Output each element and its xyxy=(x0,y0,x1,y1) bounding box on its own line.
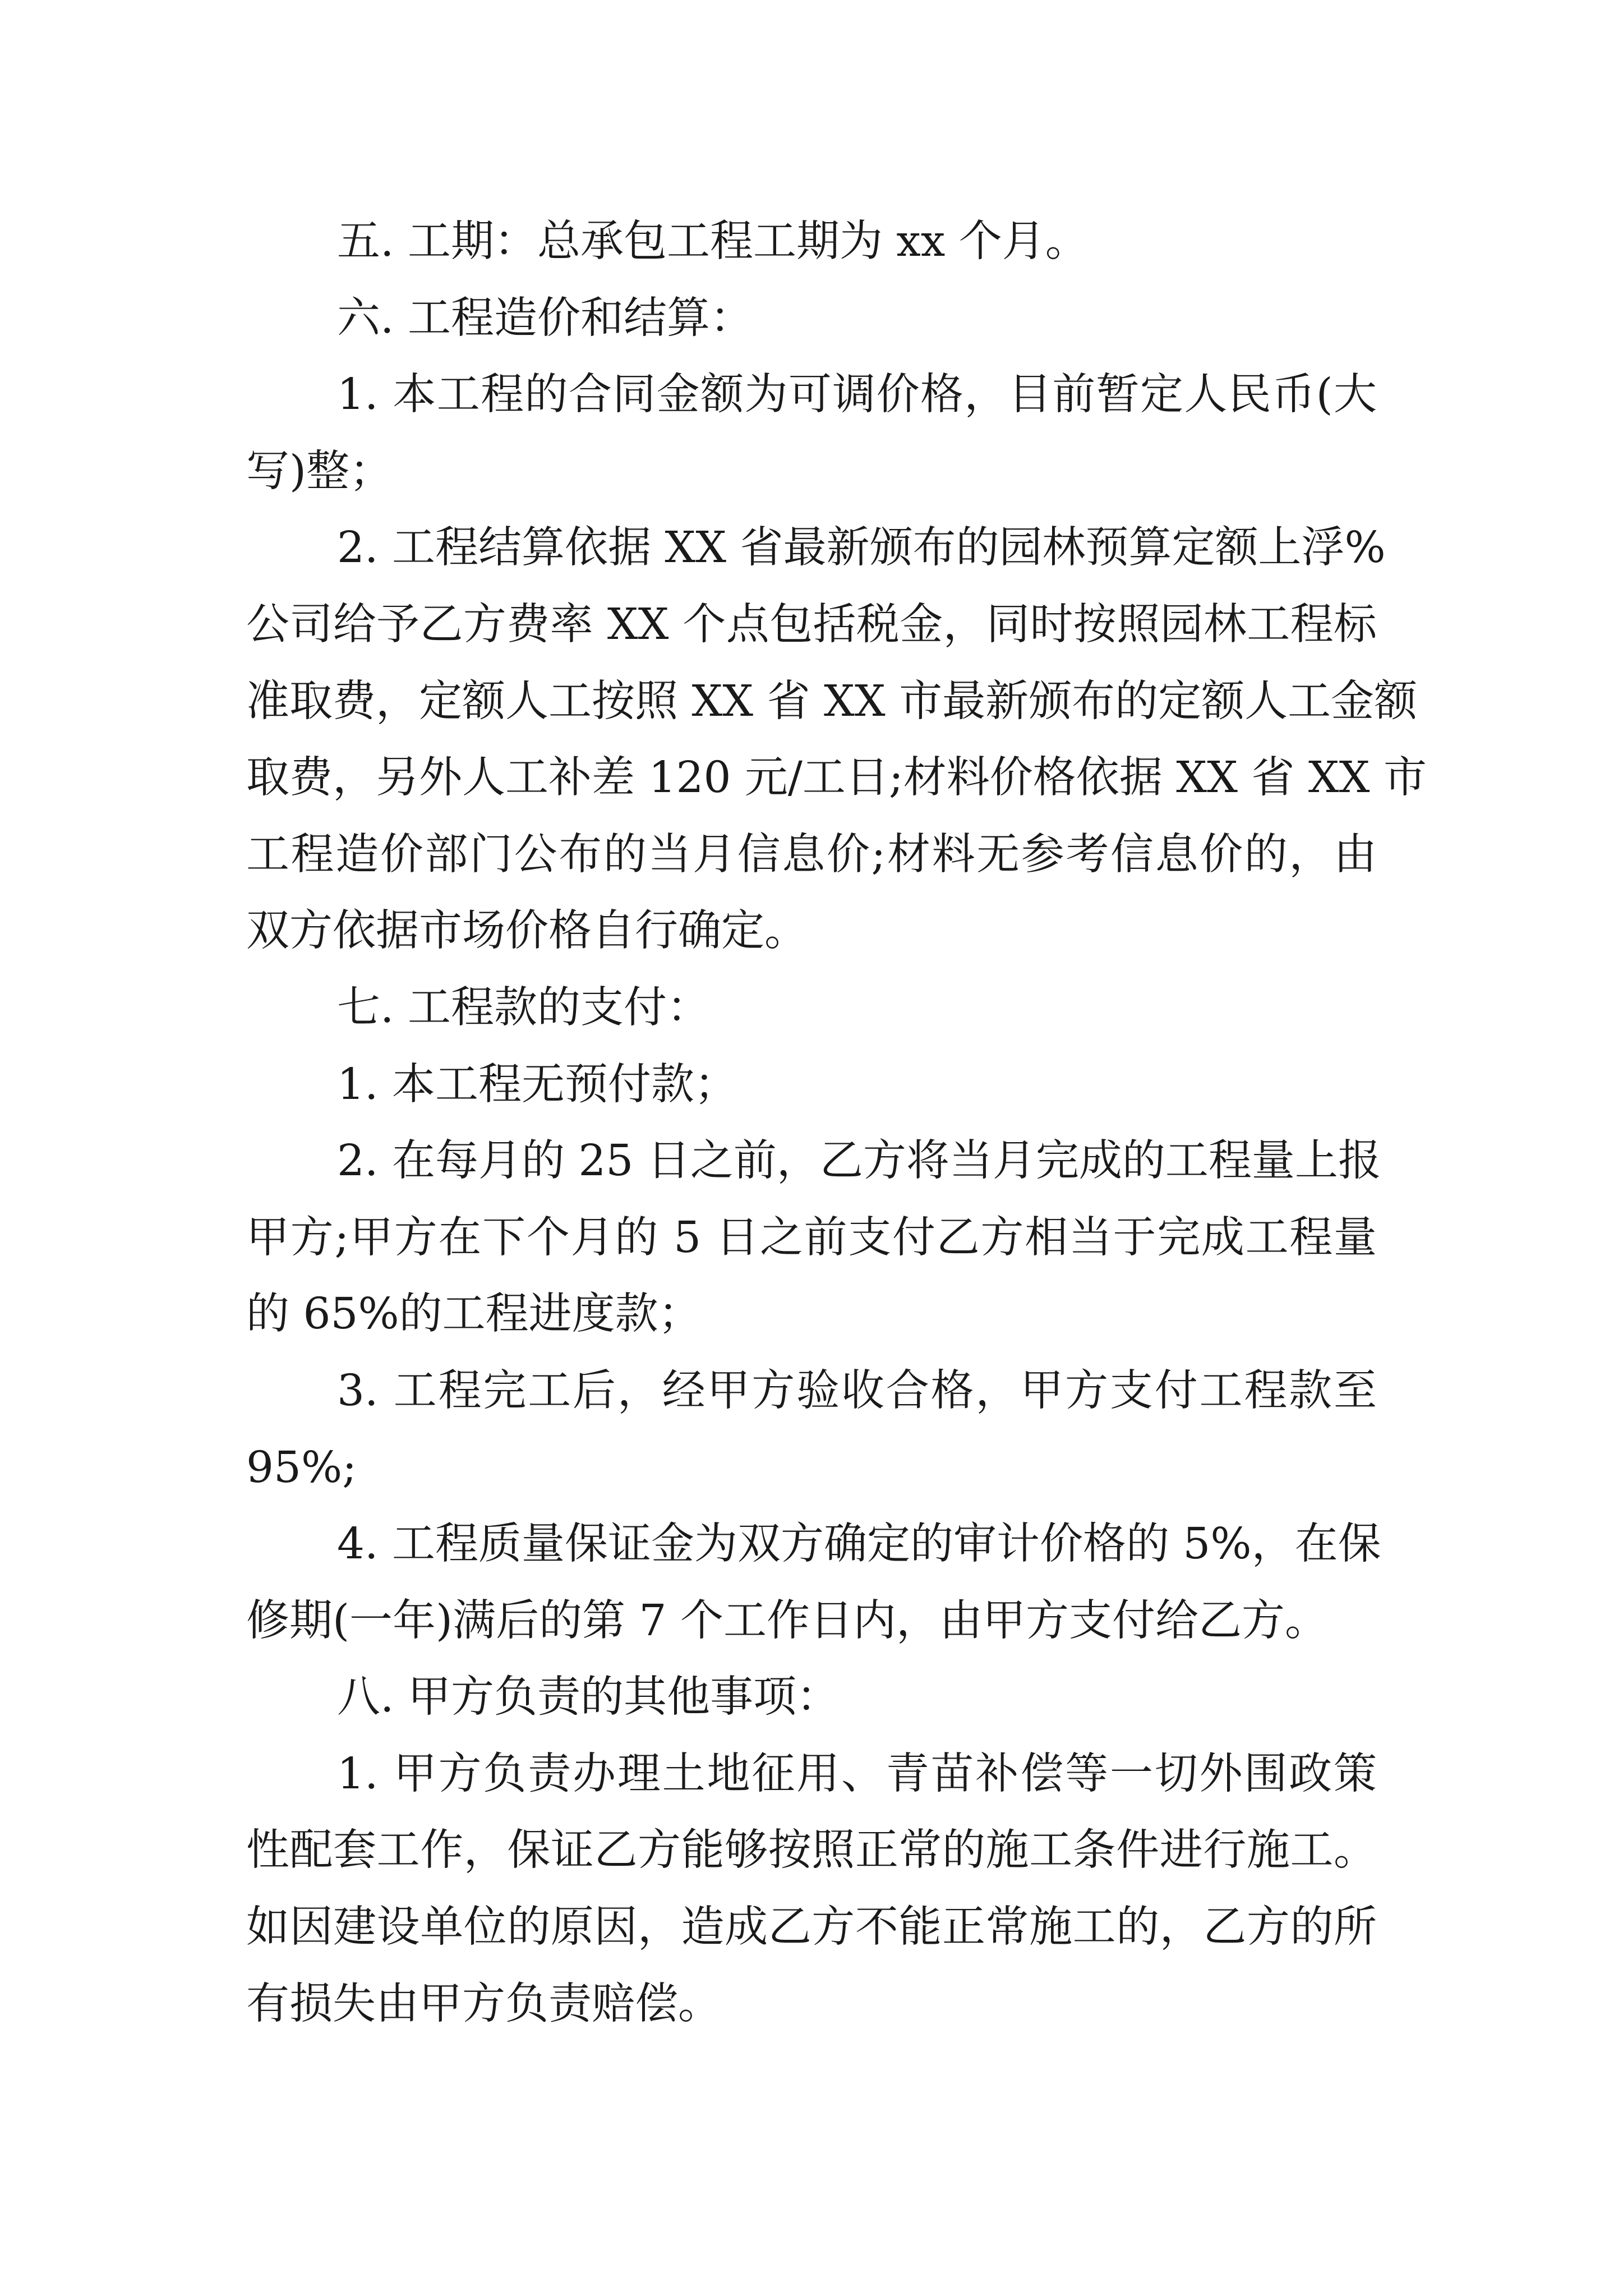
text-line: 4. 工程质量保证金为双方确定的审计价格的 5%，在保 xyxy=(337,1519,1381,1570)
clause-paragraph xyxy=(246,357,1377,510)
text-line: 工程造价部门公布的当月信息价;材料无参考信息价的，由 xyxy=(246,829,1377,880)
text-line: 2. 工程结算依据 XX 省最新颁布的园林预算定额上浮% xyxy=(337,523,1386,573)
text-line: 修期(一年)满后的第 7 个工作日内，由甲方支付给乙方。 xyxy=(246,1595,1329,1646)
text-line: 八. 甲方负责的其他事项： xyxy=(337,1672,840,1723)
text-line: 1. 本工程无预付款； xyxy=(337,1059,737,1110)
text-line: 准取费，定额人工按照 XX 省 XX 市最新颁布的定额人工金额 xyxy=(246,676,1418,726)
text-line: 3. 工程完工后，经甲方验收合格，甲方支付工程款至 xyxy=(337,1365,1377,1416)
text-line: 有损失由甲方负责赔偿。 xyxy=(246,1978,721,2029)
text-line: 六. 工程造价和结算： xyxy=(337,293,753,343)
clause-paragraph xyxy=(246,1047,1377,1124)
clause-paragraph xyxy=(246,1353,1377,1506)
text-line: 2. 在每月的 25 日之前，乙方将当月完成的工程量上报 xyxy=(337,1136,1381,1186)
text-line: 双方依据市场价格自行确定。 xyxy=(246,906,808,956)
text-line: 写)整； xyxy=(246,446,393,496)
text-line: 1. 甲方负责办理土地征用、青苗补偿等一切外围政策 xyxy=(337,1749,1377,1799)
section-heading xyxy=(246,204,1377,280)
document-body xyxy=(246,204,1427,2042)
text-line: 五. 工期：总承包工程工期为 xx 个月。 xyxy=(337,217,1089,266)
text-line: 的 65%的工程进度款； xyxy=(246,1289,702,1340)
section-heading xyxy=(246,1659,1377,1736)
clause-paragraph xyxy=(246,1123,1381,1353)
text-line: 1. 本工程的合同金额为可调价格，目前暂定人民币(大 xyxy=(337,370,1377,420)
text-line: 公司给予乙方费率 XX 个点包括税金，同时按照园林工程标 xyxy=(246,599,1377,650)
clause-paragraph xyxy=(246,1736,1377,2042)
text-line: 95%; xyxy=(246,1442,357,1493)
clause-paragraph xyxy=(246,510,1427,970)
text-line: 甲方;甲方在下个月的 5 日之前支付乙方相当于完成工程量 xyxy=(246,1212,1377,1263)
text-line: 取费，另外人工补差 120 元/工日;材料价格依据 XX 省 XX 市 xyxy=(246,753,1427,803)
section-heading xyxy=(246,970,1377,1047)
section-heading xyxy=(246,280,1377,357)
clause-paragraph xyxy=(246,1506,1381,1659)
text-line: 性配套工作，保证乙方能够按照正常的施工条件进行施工。 xyxy=(246,1825,1377,1876)
text-line: 七. 工程款的支付： xyxy=(337,982,710,1033)
text-line: 如因建设单位的原因，造成乙方不能正常施工的，乙方的所 xyxy=(246,1902,1377,1953)
